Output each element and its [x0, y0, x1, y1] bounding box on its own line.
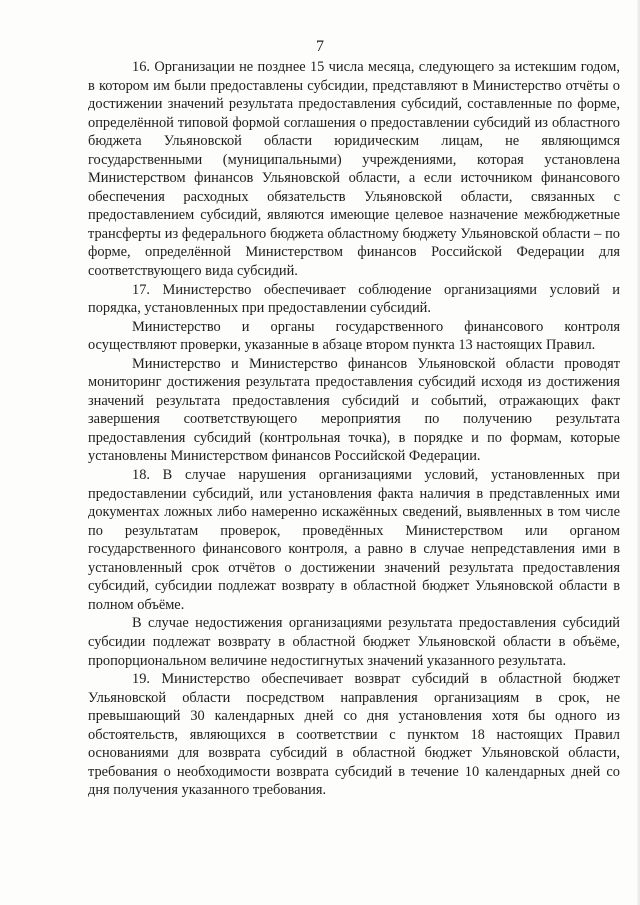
- document-body: [88, 58, 620, 800]
- paragraph-17: 17. Министерство обеспечивает соблюдение организациями условий и порядка, установленных при предоставлении субсидий.: [88, 281, 620, 317]
- paragraph-18-underachievement: В случае недостижения организациями результата предоставления субсидий субсидии подлежат возврату в областной бюджет Ульяновской области в объёме, пропорциональном величине недостигнутых значений указанного результата.: [88, 615, 620, 669]
- paragraph-18: 18. В случае нарушения организациями условий, установленных при предоставлении субсидий, или установления факта наличия в представленных ими документах ложных либо намеренно искажённых сведений, выявленных в том числе по результатам проверок, проведённых Министерством или органом государственного финансового контроля, а равно в случае непредставления ими в установленный срок отчётов о достижении значений результата предоставления субсидий, субсидии подлежат возврату в областной бюджет Ульяновской области в полном объёме.: [88, 467, 620, 613]
- paragraph-17-inspections: Министерство и органы государственного финансового контроля осуществляют проверки, указанные в абзаце втором пункта 13 настоящих Правил.: [88, 318, 620, 354]
- paragraph-16: 16. Организации не позднее 15 числа месяца, следующего за истекшим годом, в котором им были предоставлены субсидии, представляют в Министерство отчёты о достижении значений результата предоставления субсидий, составленные по форме, определённой типовой формой соглашения о предоставлении субсидий из областного бюджета Ульяновской области юридическим лицам, не являющимся государственными (муниципальными) учреждениями, которая установлена Министерством финансов Ульяновской области, а если источником финансового обеспечения расходных обязательств Ульяновской области, связанных с предоставлением субсидий, являются имеющие целевое назначение межбюджетные трансферты из федерального бюджета областному бюджету Ульяновской области – по форме, определённой Министерством финансов Российской Федерации для соответствующего вида субсидий.: [88, 59, 620, 280]
- page-number: 7: [316, 38, 324, 55]
- paragraph-19: 19. Министерство обеспечивает возврат субсидий в областной бюджет Ульяновской области посредством направления организациям в срок, не превышающий 30 календарных дней со дня установления хотя бы одного из обстоятельств, являющихся в соответствии с пунктом 18 настоящих Правил основаниями для возврата субсидий в областной бюджет Ульяновской области, требования о необходимости возврата субсидий в течение 10 календарных дней со дня получения указанного требования.: [88, 671, 620, 799]
- paragraph-17-monitoring: Министерство и Министерство финансов Ульяновской области проводят мониторинг достижения результата предоставления субсидий исходя из достижения значений результата предоставления субсидий и событий, отражающих факт завершения соответствующего мероприятия по получению результата предоставления субсидий (контрольная точка), в порядке и по формам, которые установлены Министерством финансов Российской Федерации.: [88, 355, 620, 465]
